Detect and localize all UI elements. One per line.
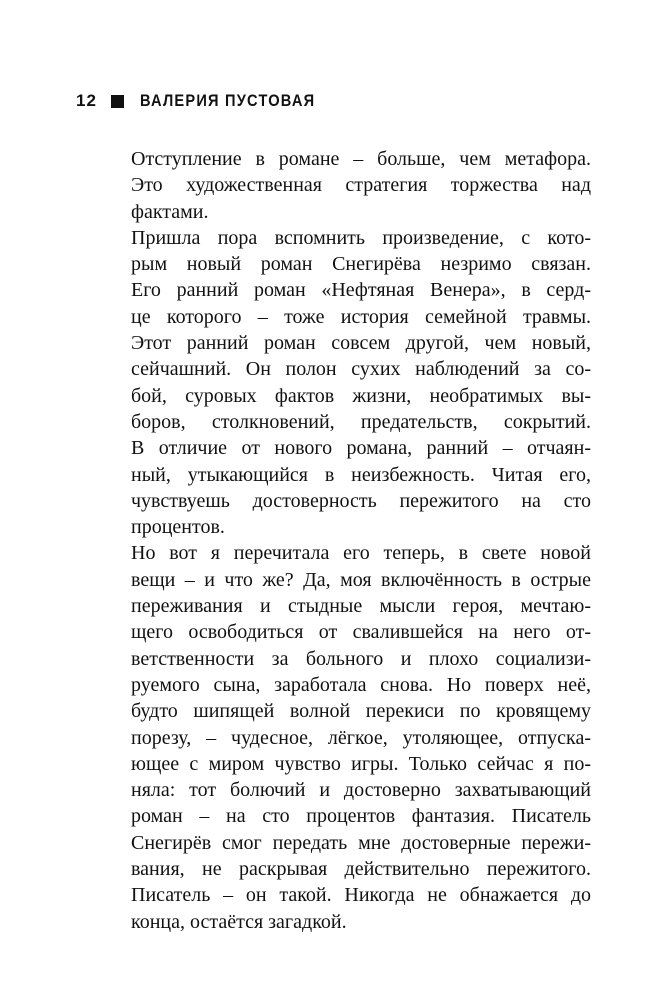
text-line: будто шипящей волной перекиси по кровящему bbox=[131, 700, 591, 723]
square-bullet-icon bbox=[111, 95, 124, 108]
text-line: руемого сына, заработала снова. Но поверх неё, bbox=[131, 673, 591, 696]
body-text bbox=[131, 146, 591, 935]
text-line: процентов. bbox=[131, 516, 225, 539]
text-line: переживания и стыдные мысли героя, мечтаю- bbox=[131, 595, 591, 618]
running-head bbox=[76, 89, 344, 113]
text-line: Его ранний роман «Нефтяная Венера», в серд- bbox=[131, 279, 591, 302]
text-line: щего освободиться от свалившейся на него от- bbox=[131, 621, 591, 644]
text-line: Этот ранний роман совсем другой, чем новый, bbox=[131, 332, 591, 355]
text-line: Пришла пора вспомнить произведение, с кото- bbox=[131, 226, 591, 249]
text-line: ный, утыкающийся в неизбежность. Читая его, bbox=[131, 463, 591, 486]
text-line: вещи – и что же? Да, моя включённость в острые bbox=[131, 568, 591, 591]
text-line: Это художественная стратегия торжества над bbox=[131, 174, 591, 197]
text-line: фактами. bbox=[131, 200, 209, 223]
text-line: В отличие от нового романа, ранний – отчаян- bbox=[131, 437, 591, 460]
text-line: боров, столкновений, предательств, сокрытий. bbox=[131, 410, 591, 433]
text-line: це которого – тоже история семейной травмы. bbox=[131, 305, 591, 328]
text-line: роман – на сто процентов фантазия. Писатель bbox=[131, 805, 591, 828]
text-line: ветственности за больного и плохо социализи- bbox=[131, 647, 591, 670]
text-line: няла: тот болючий и достоверно захватывающий bbox=[131, 779, 591, 802]
text-line: Отступление в романе – больше, чем метафора. bbox=[131, 148, 591, 170]
author-name: ВАЛЕРИЯ ПУСТОВАЯ bbox=[139, 91, 316, 110]
text-line: рым новый роман Снегирёва незримо связан. bbox=[131, 253, 591, 276]
text-line: вания, не раскрывая действительно пережитого. bbox=[131, 858, 591, 881]
text-line: Но вот я перечитала его теперь, в свете новой bbox=[131, 542, 591, 565]
text-line: Писатель – он такой. Никогда не обнажается до bbox=[131, 884, 591, 907]
text-line: конца, остаётся загадкой. bbox=[131, 910, 347, 933]
text-line: порезу, – чудесное, лёгкое, утоляющее, отпуска- bbox=[131, 726, 591, 749]
page-number: 12 bbox=[76, 91, 97, 110]
text-line: ющее с миром чувство игры. Только сейчас я по- bbox=[131, 752, 591, 775]
text-line: чувствуешь достоверность пережитого на сто bbox=[131, 489, 591, 512]
text-line: Снегирёв смог передать мне достоверные пережи- bbox=[131, 831, 591, 854]
text-line: сейчашний. Он полон сухих наблюдений за со- bbox=[131, 358, 591, 381]
text-line: бой, суровых фактов жизни, необратимых вы- bbox=[131, 384, 591, 407]
